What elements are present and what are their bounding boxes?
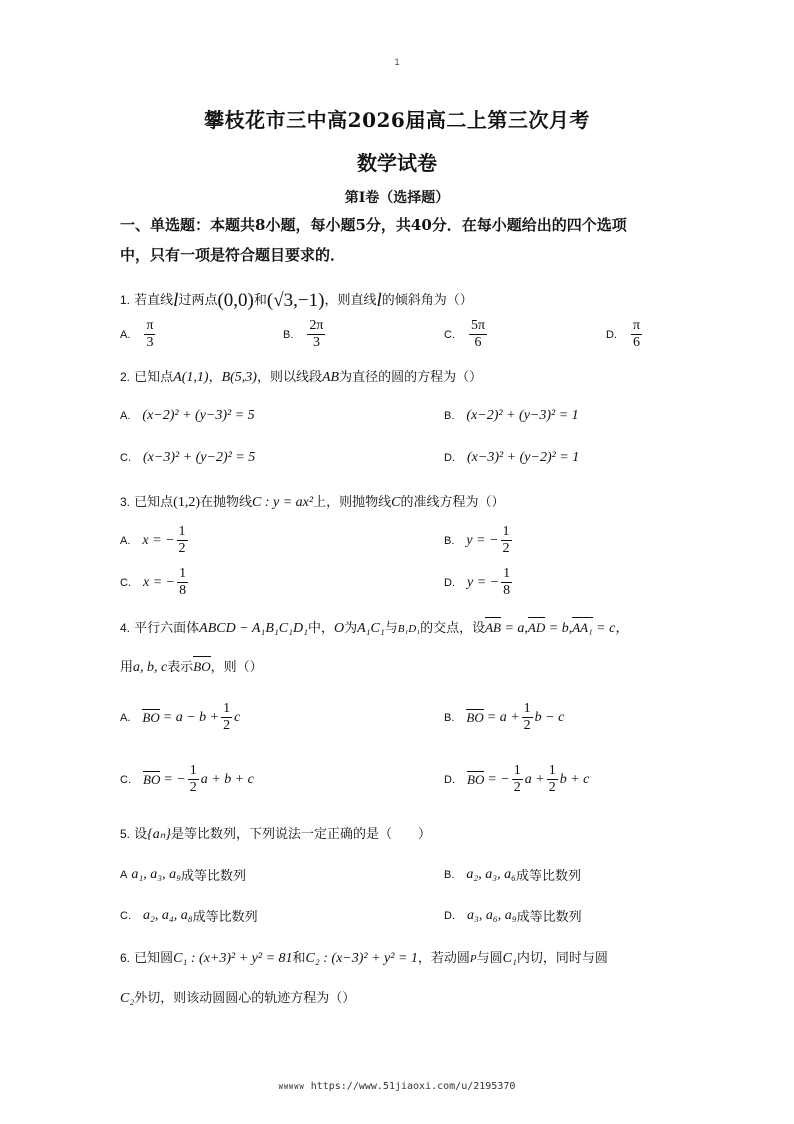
- option-fraction: $\frac{1}{2}$: [502, 524, 510, 556]
- q4-text: 与: [384, 621, 398, 636]
- q2-point-a: A(1,1): [173, 370, 209, 385]
- q6-circle-2: C₂ : (x−3)² + y² = 1: [305, 951, 418, 966]
- q6-point-p: P: [469, 953, 477, 965]
- option-expression: (x−3)² + (y−2)² = 1: [467, 450, 580, 465]
- question-2: [120, 367, 680, 388]
- q5-text: 设: [134, 827, 148, 842]
- option-expression: b + c: [559, 771, 590, 787]
- q5-option-d[interactable]: [444, 906, 582, 925]
- option-vector: BO: [143, 771, 161, 787]
- page-footer: [0, 1081, 794, 1092]
- option-fraction: $\frac{\pi}{3}$: [146, 318, 154, 350]
- q4-vector-ab: AB: [485, 618, 501, 638]
- option-label: B.: [444, 410, 455, 422]
- option-expression: a +: [524, 771, 545, 787]
- q2-text: ，则以线段: [256, 370, 322, 385]
- q4-option-c[interactable]: [120, 763, 254, 796]
- q4-option-a[interactable]: [120, 701, 240, 734]
- q1-option-a[interactable]: [120, 318, 157, 351]
- q3-curve-name: C: [391, 495, 401, 510]
- q1-option-c[interactable]: [444, 318, 489, 351]
- option-label: A.: [120, 328, 131, 341]
- q3-text: 在抛物线: [200, 495, 253, 510]
- section-instruction-line1: 一、单选题：本题共8小题，每小题5分，共40分．在每小题给出的四个选项: [120, 216, 627, 234]
- question-4: [120, 618, 680, 639]
- option-fraction: $\frac{1}{8}$: [179, 566, 187, 598]
- question-4-line2: [120, 657, 680, 678]
- q4-vectors: a, b, c: [133, 660, 168, 675]
- option-label: B.: [444, 711, 455, 724]
- option-variable: y = −: [467, 574, 500, 590]
- q2-text: ，: [208, 370, 222, 385]
- q5-option-c[interactable]: [120, 906, 258, 925]
- option-variable: x = −: [143, 574, 176, 590]
- q4-diagonal-2: B₁D₁: [397, 623, 421, 635]
- q2-option-d[interactable]: [444, 450, 579, 466]
- option-fraction: $\frac{1}{2}$: [523, 701, 531, 733]
- option-expression: = a − b +: [162, 709, 220, 725]
- q6-circle-1-name: C₁: [502, 951, 517, 966]
- q2-text: 已知点: [134, 370, 174, 385]
- option-text: 成等比数列: [192, 910, 258, 925]
- q4-solid: ABCD − A₁B₁C₁D₁: [199, 621, 308, 636]
- q1-text: 和: [253, 293, 267, 308]
- question-number: 2.: [120, 370, 131, 384]
- q3-curve: C : y = ax²: [252, 495, 314, 510]
- q5-text: 是等比数列，下列说法一定正确的是（ ）: [170, 827, 431, 842]
- q6-text: 已知圆: [134, 951, 174, 966]
- option-terms: a₁, a₃, a₉: [131, 866, 181, 882]
- q6-text: 和: [292, 951, 306, 966]
- option-label: C.: [120, 909, 131, 922]
- option-vector: BO: [142, 709, 160, 725]
- q4-text: 为: [344, 621, 358, 636]
- option-label: D.: [444, 452, 455, 464]
- q2-option-b[interactable]: [444, 408, 579, 424]
- q4-vector-aa1: AA₁: [572, 618, 592, 638]
- q5-option-b[interactable]: [444, 865, 581, 884]
- q4-vector-bo: BO: [193, 657, 210, 677]
- q6-text: ，若动圆: [417, 951, 470, 966]
- option-label: B.: [283, 328, 294, 341]
- q1-text: 的倾斜角为（）: [381, 293, 473, 308]
- option-expression: c: [234, 709, 241, 725]
- option-expression: b − c: [534, 709, 565, 725]
- q4-option-b[interactable]: [444, 701, 564, 734]
- option-expression: = a +: [486, 709, 520, 725]
- question-number: 3.: [120, 495, 131, 509]
- q1-text: 过两点: [178, 293, 218, 308]
- option-variable: x = −: [142, 532, 175, 548]
- q3-text: 的准线方程为（）: [400, 495, 505, 510]
- option-label: A: [120, 868, 128, 881]
- q6-text: 与圆: [476, 951, 503, 966]
- q4-text: 平行六面体: [134, 621, 200, 636]
- option-label: C.: [120, 773, 131, 786]
- option-expression: (x−3)² + (y−2)² = 5: [143, 450, 256, 465]
- option-terms: a₂, a₃, a₆: [466, 866, 517, 882]
- q6-circle-2-name: C₂: [120, 991, 135, 1006]
- q2-option-c[interactable]: [120, 450, 255, 466]
- option-expression: (x−2)² + (y−3)² = 1: [466, 408, 579, 423]
- question-number: 1.: [120, 293, 131, 307]
- exam-title: 攀枝花市三中高2026届高二上第三次月考: [204, 108, 590, 132]
- option-fraction: $\frac{\pi}{6}$: [633, 318, 641, 350]
- option-expression: (x−2)² + (y−3)² = 5: [142, 408, 255, 423]
- q1-option-b[interactable]: [283, 318, 327, 351]
- q6-text: 外切，则该动圆圆心的轨迹方程为（）: [134, 991, 356, 1006]
- option-label: D.: [444, 909, 455, 922]
- q4-eq: = c，: [592, 621, 630, 636]
- option-fraction: $\frac{1}{2}$: [548, 763, 556, 795]
- q4-diagonal-1: A₁C₁: [357, 621, 385, 636]
- q4-vector-ad: AD: [528, 618, 545, 638]
- q4-text: 表示: [167, 660, 194, 675]
- q1-text: ，则直线: [324, 293, 377, 308]
- question-5: [120, 824, 680, 845]
- option-fraction: $\frac{1}{2}$: [513, 763, 521, 795]
- question-3: [120, 492, 680, 513]
- option-fraction: $\frac{1}{2}$: [178, 524, 186, 556]
- q3-option-b[interactable]: [444, 524, 514, 557]
- option-expression: = −: [163, 771, 186, 787]
- section-instruction-line2: 中，只有一项是符合题目要求的．: [120, 246, 346, 264]
- option-fraction: $\frac{1}{8}$: [503, 566, 511, 598]
- footer-url[interactable]: https://www.51jiaoxi.com/u/2195370: [310, 1081, 516, 1092]
- q6-circle-1: C₁ : (x+3)² + y² = 81: [173, 951, 293, 966]
- q6-text: 内切，同时与圆: [516, 951, 608, 966]
- q3-option-c[interactable]: [120, 566, 190, 599]
- option-label: C.: [120, 576, 131, 589]
- q4-eq: = b,: [545, 621, 573, 636]
- option-label: C.: [444, 328, 455, 341]
- q4-text: 的交点，设: [420, 621, 486, 636]
- q4-eq: = a,: [500, 621, 528, 636]
- q4-option-d[interactable]: [444, 763, 589, 796]
- q1-option-d[interactable]: [606, 318, 644, 351]
- option-variable: y = −: [466, 532, 499, 548]
- q1-text: 若直线: [134, 293, 174, 308]
- footer-mark: WWWWW: [278, 1083, 305, 1091]
- question-number: 6.: [120, 951, 131, 965]
- option-label: B.: [444, 868, 455, 881]
- question-number: 4.: [120, 621, 131, 635]
- option-expression: a + b + c: [200, 771, 254, 787]
- q2-text: 为直径的圆的方程为（）: [339, 370, 483, 385]
- q2-option-a[interactable]: [120, 408, 255, 424]
- question-6-line2: [120, 989, 680, 1009]
- option-fraction: $\frac{1}{2}$: [189, 763, 197, 795]
- option-label: A.: [120, 534, 131, 547]
- q4-text: 中，: [307, 621, 334, 636]
- option-text: 成等比数列: [516, 910, 582, 925]
- question-1: [120, 290, 680, 311]
- question-number: 5.: [120, 827, 131, 841]
- q4-text: 用: [120, 660, 134, 675]
- q3-option-a[interactable]: [120, 524, 190, 557]
- page-number: 1: [394, 57, 400, 67]
- q4-text: ，则（）: [210, 660, 263, 675]
- option-text: 成等比数列: [516, 869, 582, 884]
- option-expression: = −: [487, 771, 510, 787]
- option-fraction: $\frac{5\pi}{6}$: [471, 318, 486, 350]
- option-label: A.: [120, 410, 131, 422]
- q1-point-origin: (0,0): [217, 290, 254, 311]
- option-fraction: $\frac{2\pi}{3}$: [309, 318, 324, 350]
- q1-point-2: (√3,−1): [266, 290, 325, 311]
- q4-point-o: O: [333, 621, 345, 636]
- q3-option-d[interactable]: [444, 566, 514, 599]
- q1-var-l: l: [173, 290, 179, 311]
- option-vector: BO: [467, 771, 485, 787]
- option-text: 成等比数列: [180, 869, 246, 884]
- q2-point-b: B(5,3): [221, 370, 257, 385]
- option-label: B.: [444, 534, 455, 547]
- option-label: D.: [606, 328, 617, 341]
- option-label: A.: [120, 711, 131, 724]
- q3-text: 已知点: [134, 495, 174, 510]
- part-heading: 第Ⅰ卷（选择题）: [344, 190, 450, 206]
- q3-point: (1,2): [173, 495, 200, 510]
- q3-text: 上，则抛物线: [313, 495, 392, 510]
- option-label: C.: [120, 452, 131, 464]
- option-terms: a₃, a₆, a₉: [467, 907, 517, 923]
- question-6: [120, 948, 680, 969]
- option-vector: BO: [466, 709, 484, 725]
- q1-var-l: l: [376, 290, 382, 311]
- q2-segment: AB: [321, 370, 340, 385]
- q5-option-a[interactable]: [120, 865, 246, 884]
- option-label: D.: [444, 773, 455, 786]
- option-label: D.: [444, 576, 455, 589]
- q5-sequence: {aₙ}: [147, 827, 171, 842]
- exam-subtitle: 数学试卷: [357, 151, 437, 175]
- option-fraction: $\frac{1}{2}$: [223, 701, 231, 733]
- option-terms: a₂, a₄, a₈: [143, 907, 193, 923]
